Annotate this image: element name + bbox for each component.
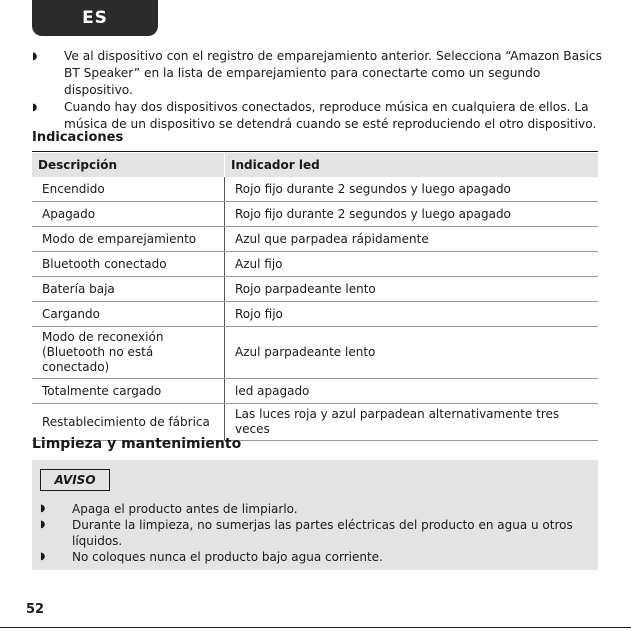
- cell-descripcion: Totalmente cargado: [32, 379, 225, 404]
- list-item: [40, 517, 580, 549]
- notice-box: [32, 460, 598, 570]
- table-row: [32, 177, 598, 202]
- cell-descripcion: Cargando: [32, 302, 225, 327]
- list-item: [32, 99, 602, 133]
- intro-bullet-list: [32, 48, 602, 133]
- notice-item-text: Durante la limpieza, no sumerjas las partes eléctricas del producto en agua u otros líquidos.: [72, 518, 573, 548]
- table-row: [32, 202, 598, 227]
- list-item: [40, 549, 580, 565]
- list-item: [32, 48, 602, 99]
- table-row: [32, 252, 598, 277]
- cell-indicador: Rojo parpadeante lento: [225, 277, 599, 302]
- arrowhead-bullet-icon: ◗: [32, 102, 38, 113]
- cell-descripcion: Restablecimiento de fábrica: [32, 404, 225, 441]
- footer-divider: [0, 627, 631, 628]
- table-row: [32, 379, 598, 404]
- cell-indicador: Las luces roja y azul parpadean alternativamente tres veces: [225, 404, 599, 441]
- led-indicator-table: [32, 153, 598, 441]
- language-tab: ES: [32, 0, 158, 36]
- bullet-text: Ve al dispositivo con el registro de emparejamiento anterior. Selecciona “Amazon Basics BT Speaker” en la lista de emparejamiento para conectarte como un segundo dispositivo.: [64, 49, 602, 97]
- table-row: [32, 327, 598, 379]
- cell-indicador: Rojo fijo durante 2 segundos y luego apagado: [225, 177, 599, 202]
- notice-list: [40, 501, 580, 565]
- cell-descripcion: Modo de emparejamiento: [32, 227, 225, 252]
- table-row: [32, 277, 598, 302]
- cell-indicador: Rojo fijo: [225, 302, 599, 327]
- arrowhead-bullet-icon: ◗: [40, 519, 46, 530]
- table-row: [32, 302, 598, 327]
- cell-descripcion: Modo de reconexión (Bluetooth no está conectado): [32, 327, 225, 379]
- notice-item-text: Apaga el producto antes de limpiarlo.: [72, 502, 298, 516]
- cell-indicador: Azul fijo: [225, 252, 599, 277]
- bullet-text: Cuando hay dos dispositivos conectados, reproduce música en cualquiera de ellos. La música de un dispositivo se detendrá cuando se esté reproduciendo el otro dispositivo.: [64, 100, 597, 131]
- cell-descripcion: Batería baja: [32, 277, 225, 302]
- table-header-row: [32, 153, 598, 177]
- arrowhead-bullet-icon: ◗: [32, 51, 38, 62]
- cell-indicador: led apagado: [225, 379, 599, 404]
- table-row: [32, 404, 598, 441]
- notice-item-text: No coloques nunca el producto bajo agua corriente.: [72, 550, 383, 564]
- cell-indicador: Azul que parpadea rápidamente: [225, 227, 599, 252]
- notice-label: AVISO: [40, 469, 110, 491]
- table-row: [32, 227, 598, 252]
- arrowhead-bullet-icon: ◗: [40, 503, 46, 514]
- cell-descripcion: Bluetooth conectado: [32, 252, 225, 277]
- cell-indicador: Rojo fijo durante 2 segundos y luego apagado: [225, 202, 599, 227]
- arrowhead-bullet-icon: ◗: [40, 551, 46, 562]
- column-header-indicador: Indicador led: [225, 153, 599, 177]
- page-number: 52: [26, 602, 45, 617]
- section-title-indicaciones: Indicaciones: [32, 130, 124, 145]
- cell-descripcion: Encendido: [32, 177, 225, 202]
- cell-descripcion: Apagado: [32, 202, 225, 227]
- section-title-limpieza: Limpieza y mantenimiento: [32, 436, 242, 452]
- cell-indicador: Azul parpadeante lento: [225, 327, 599, 379]
- column-header-descripcion: Descripción: [32, 153, 225, 177]
- list-item: [40, 501, 580, 517]
- section-divider: [32, 151, 598, 152]
